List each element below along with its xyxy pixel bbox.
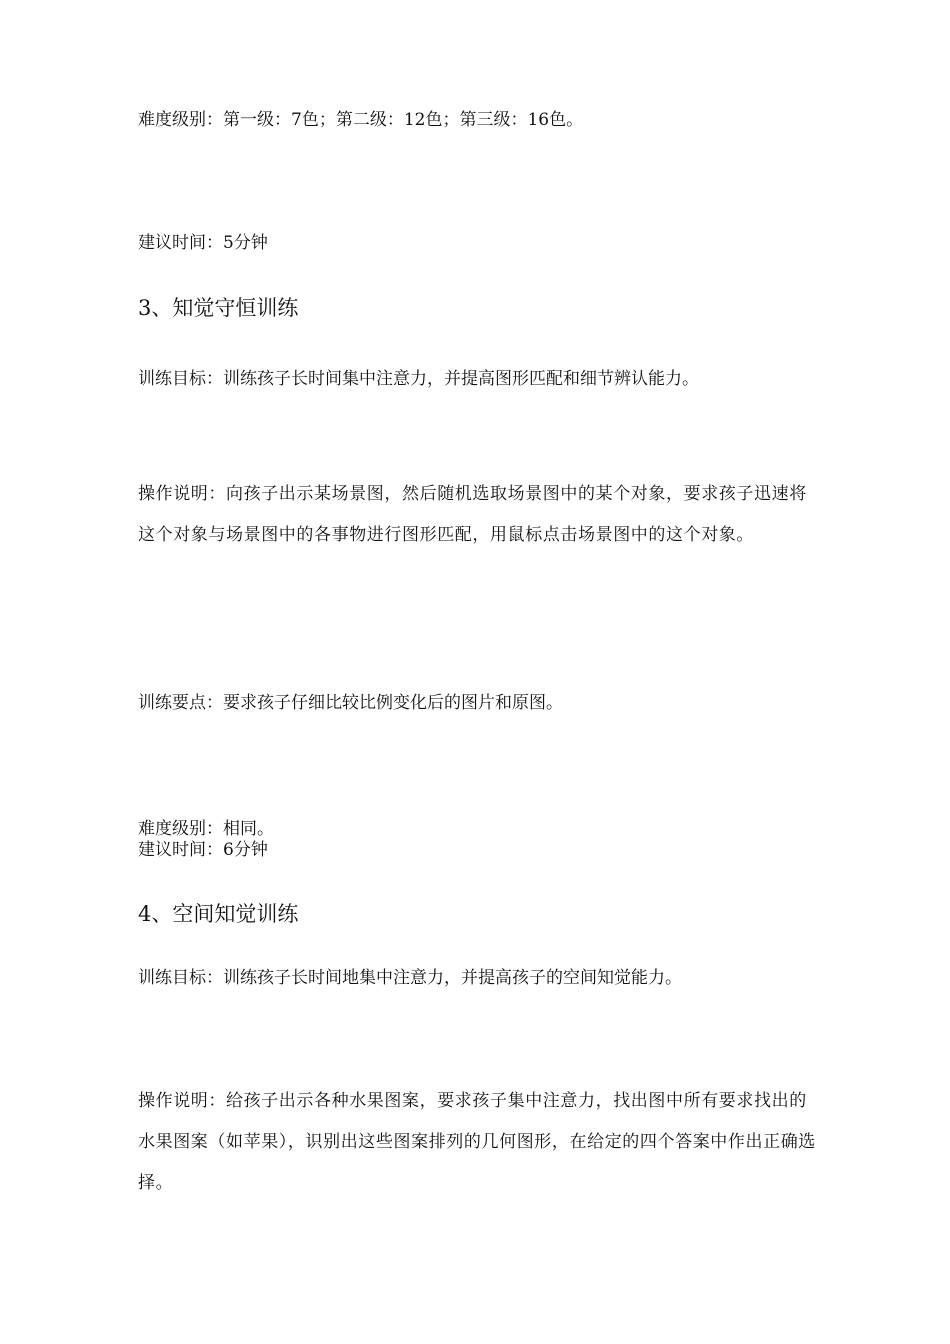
section-4-heading: 4、空间知觉训练 bbox=[138, 902, 299, 926]
section-3-instructions: 操作说明：向孩子出示某场景图，然后随机选取场景图中的某个对象，要求孩子迅速将这个对象与场景图中的各事物进行图形匹配，用鼠标点击场景图中的这个对象。 bbox=[138, 484, 807, 545]
section-3-time: 建议时间：6分钟 bbox=[138, 840, 268, 860]
section-3-goal: 训练目标：训练孩子长时间集中注意力，并提高图形匹配和细节辨认能力。 bbox=[138, 369, 699, 389]
difficulty-levels-text: 难度级别：第一级：7色；第二级：12色；第三级：16色。 bbox=[138, 110, 584, 130]
section-4-instructions: 操作说明：给孩子出示各种水果图案，要求孩子集中注意力，找出图中所有要求找出的水果图案（如苹果），识别出这些图案排列的几何图形，在给定的四个答案中作出正确选择。 bbox=[138, 1091, 816, 1193]
section-3-difficulty: 难度级别：相同。 bbox=[138, 819, 274, 839]
section-3-key-points: 训练要点：要求孩子仔细比较比例变化后的图片和原图。 bbox=[138, 693, 563, 713]
section-3-heading: 3、知觉守恒训练 bbox=[138, 296, 299, 320]
section-4-goal: 训练目标：训练孩子长时间地集中注意力，并提高孩子的空间知觉能力。 bbox=[138, 968, 682, 988]
suggested-time-text: 建议时间：5分钟 bbox=[138, 233, 268, 253]
